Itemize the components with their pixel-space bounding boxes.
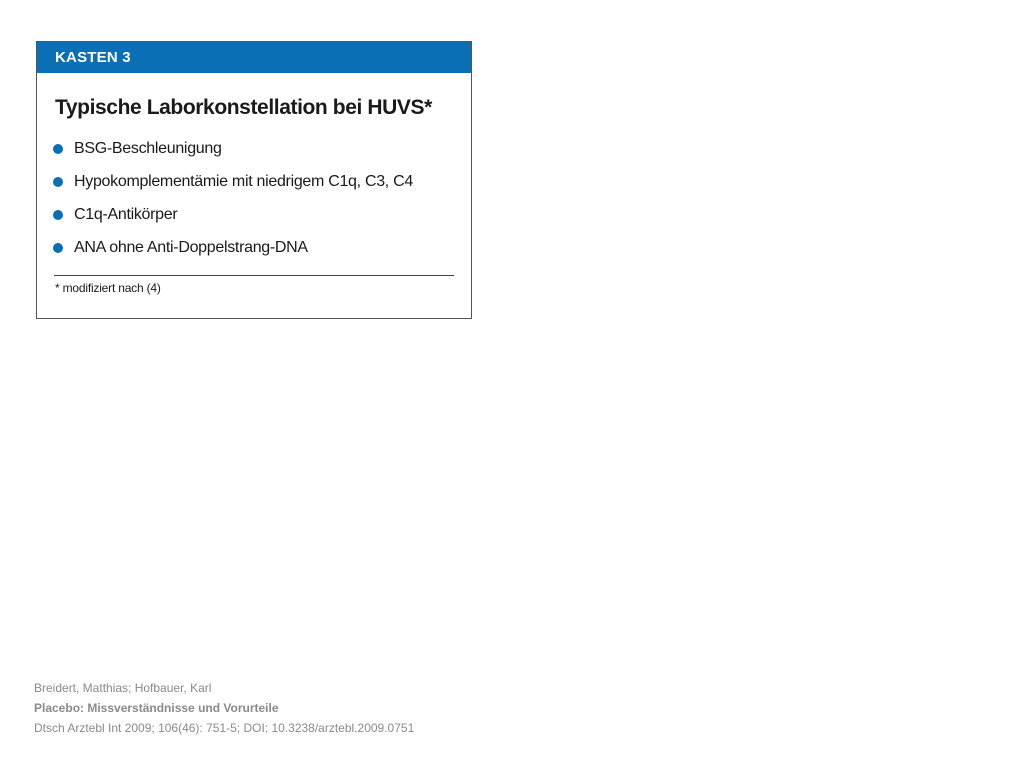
list-item-text: BSG-Beschleunigung <box>74 139 222 157</box>
kasten-box <box>36 41 472 319</box>
bullet-icon <box>53 210 63 220</box>
box-header: KASTEN 3 <box>37 42 471 73</box>
citation <box>34 678 414 738</box>
list-item-text: Hypokomplementämie mit niedrigem C1q, C3, C4 <box>74 172 413 190</box>
list-item <box>53 231 413 264</box>
footnote-divider <box>54 275 454 276</box>
citation-title: Placebo: Missverständnisse und Vorurteile <box>34 701 279 715</box>
citation-source: Dtsch Arztebl Int 2009; 106(46): 751-5; DOI: 10.3238/arztebl.2009.0751 <box>34 721 415 735</box>
list-item-text: C1q-Antikörper <box>74 205 178 223</box>
bullet-icon <box>53 177 63 187</box>
box-title: Typische Laborkonstellation bei HUVS* <box>55 96 432 119</box>
list-item <box>53 198 413 231</box>
list-item <box>53 132 413 165</box>
list-item-text: ANA ohne Anti-Doppelstrang-DNA <box>74 238 308 256</box>
bullet-icon <box>53 243 63 253</box>
bullet-icon <box>53 144 63 154</box>
bullet-list <box>53 132 413 264</box>
citation-authors: Breidert, Matthias; Hofbauer, Karl <box>34 681 212 695</box>
footnote: * modifiziert nach (4) <box>55 281 161 295</box>
list-item <box>53 165 413 198</box>
